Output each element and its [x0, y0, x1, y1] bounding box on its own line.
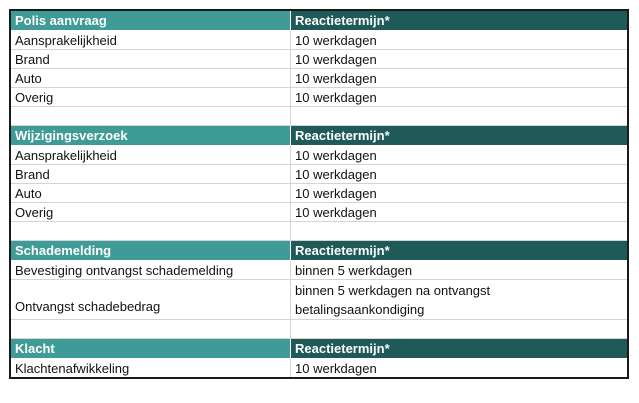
- table-row: [11, 31, 627, 50]
- column-header-reactietermijn: Reactietermijn*: [291, 241, 627, 260]
- row-label: Aansprakelijkheid: [11, 31, 291, 49]
- row-value-line: binnen 5 werkdagen na ontvangst: [295, 282, 491, 298]
- row-label: Brand: [11, 50, 291, 68]
- section-header-polis-aanvraag: [11, 11, 627, 31]
- section-header-wijzigingsverzoek: [11, 126, 627, 146]
- row-label: Overig: [11, 203, 291, 221]
- row-label: Auto: [11, 69, 291, 87]
- row-label: Brand: [11, 165, 291, 183]
- section-title: Schademelding: [11, 241, 291, 260]
- row-value: 10 werkdagen: [295, 147, 377, 163]
- table-row: [11, 280, 627, 320]
- row-label: Klachtenafwikkeling: [11, 359, 291, 378]
- table-row: [11, 69, 627, 88]
- column-header-reactietermijn: Reactietermijn*: [291, 339, 627, 358]
- spacer-row: [11, 222, 627, 241]
- table-row: [11, 184, 627, 203]
- row-value: 10 werkdagen: [295, 185, 377, 201]
- row-value: 10 werkdagen: [295, 32, 377, 48]
- row-value: 10 werkdagen: [295, 204, 377, 220]
- table-row: [11, 203, 627, 222]
- empty-cell: [291, 222, 627, 240]
- row-label: Aansprakelijkheid: [11, 146, 291, 164]
- table-row: [11, 261, 627, 280]
- section-header-klacht: [11, 339, 627, 359]
- spacer-row: [11, 320, 627, 339]
- row-label: Overig: [11, 88, 291, 106]
- row-label: Auto: [11, 184, 291, 202]
- column-header-reactietermijn: Reactietermijn*: [291, 126, 627, 145]
- row-value: 10 werkdagen: [295, 166, 377, 182]
- row-value: 10 werkdagen: [295, 361, 377, 376]
- section-title: Polis aanvraag: [11, 11, 291, 30]
- row-label: Ontvangst schadebedrag: [11, 280, 291, 319]
- row-value: [291, 280, 627, 319]
- column-header-reactietermijn: Reactietermijn*: [291, 11, 627, 30]
- empty-cell: [291, 320, 627, 338]
- row-value: 10 werkdagen: [295, 70, 377, 86]
- row-label: Bevestiging ontvangst schademelding: [11, 261, 291, 279]
- table-row: [11, 146, 627, 165]
- table-row: [11, 359, 627, 378]
- empty-cell: [11, 320, 291, 338]
- section-title: Wijzigingsverzoek: [11, 126, 291, 145]
- row-value-line: betalingsaankondiging: [295, 301, 425, 317]
- section-title: Klacht: [11, 339, 291, 358]
- empty-cell: [11, 107, 291, 125]
- empty-cell: [11, 222, 291, 240]
- table-row: [11, 50, 627, 69]
- row-value: 10 werkdagen: [295, 89, 377, 105]
- row-value: 10 werkdagen: [295, 51, 377, 67]
- row-value: binnen 5 werkdagen: [295, 262, 413, 278]
- empty-cell: [291, 107, 627, 125]
- section-header-schademelding: [11, 241, 627, 261]
- spacer-row: [11, 107, 627, 126]
- table-row: [11, 165, 627, 184]
- table-row: [11, 88, 627, 107]
- response-time-table: [9, 9, 629, 379]
